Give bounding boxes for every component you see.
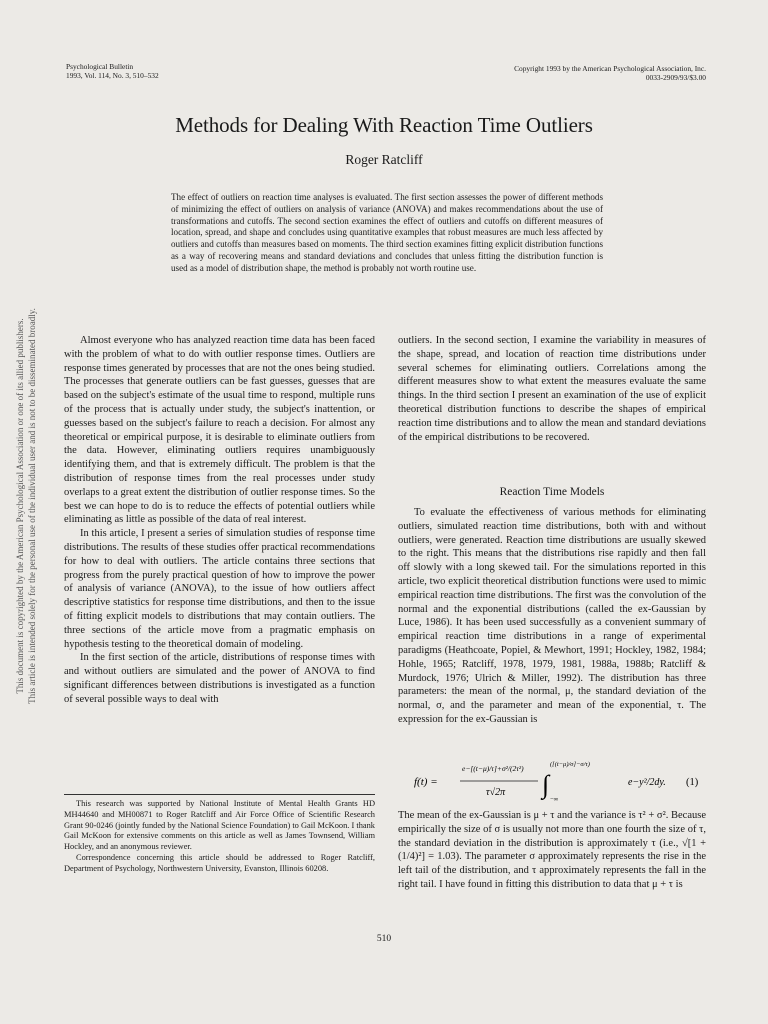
integrand: e−y²/2dy. xyxy=(628,777,666,788)
integral-lower-limit: −∞ xyxy=(550,796,559,803)
journal-name: Psychological Bulletin xyxy=(66,62,134,71)
journal-header xyxy=(66,63,159,80)
paragraph: In the first section of the article, distributions of response times with and without outliers are simulated and the power of ANOVA to find significant differences between distributions is investigated as a function of several possible ways to deal with xyxy=(64,652,375,705)
section-heading: Reaction Time Models xyxy=(499,486,605,498)
equation-number: (1) xyxy=(686,777,699,788)
equation-numerator: e−[(t−μ)/τ]+σ²/(2τ²) xyxy=(462,764,524,773)
paragraph: outliers. In the second section, I examine the variability in measures of the shape, spread, and location of reaction time distributions under several schemes for eliminating outliers. Correlations among the different measures show to what extent the measures evaluate the same things. In the third section I present an examination of the use of explicit theoretical distribution functions to describe the shapes of empirical reaction time distributions and to allow the mean and standard deviations of the empirical distributions to be recovered. xyxy=(398,335,706,443)
body-right-column-mid xyxy=(398,506,706,727)
integral-sign: ∫ xyxy=(542,770,550,799)
equation-denominator: τ√2π xyxy=(486,787,506,798)
body-left-column xyxy=(64,334,375,707)
equation-lhs: f(t) = xyxy=(414,776,438,788)
integral-upper-limit: ([(t−μ)/σ]−σ/τ) xyxy=(550,761,590,768)
equation-1 xyxy=(398,757,706,805)
abstract: The effect of outliers on reaction time analyses is evaluated. The first section assesses the power of different methods of minimizing the effect of outliers on analysis of variance (ANOVA) and makes recommendations about the use of transformations and cutoffs. The second section examines the effect of outliers and cutoffs on different measures of location, spread, and shape and concludes using quantitative examples that robust measures are much less affected by outliers and cutoffs than measures based on moments. The third section examines fitting explicit distribution functions as a way of recovering means and standard deviations and concludes that unless fitting the distribution function is used as a model of distribution shape, the method is probably not worth routine use. xyxy=(171,192,603,273)
volume-info: 1993, Vol. 114, No. 3, 510–532 xyxy=(66,70,159,80)
footnote: This research was supported by National Institute of Mental Health Grants HD MH44640 and MH00871 to Roger Ratcliff and Air Force Office of Scientific Research Grant 90-0246 (jointly funded by the National Science Foundation) to Gail McKoon. I thank Gail McKoon for extensive comments on this article as well as James Townsend, William Hockley, and an anonymous reviewer. xyxy=(64,799,375,852)
paragraph: In this article, I present a series of simulation studies of response time distributions. The results of these studies offer practical recommendations for how to deal with outliers. The article contains three sections that progress from the purely practical question of how to improve the power of analysis of variance (ANOVA), to the issue of how outliers affect descriptive statistics for response time distributions, and then to the issue of fitting explicit models to distributions that may contain outliers. The three sections of the article move from a pragmatic emphasis on hypothesis testing to the theoretical domain of modeling. xyxy=(64,528,375,650)
body-right-column-bottom xyxy=(398,809,706,892)
paragraph: Almost everyone who has analyzed reaction time data has been faced with the problem of what to do with outlier response times. Outliers are response times generated by processes that are not the ones being studied. The processes that generate outliers can be fast guesses, guesses that are based on the subject's estimate of the usual time to respond, multiple runs of the process that is actually under study, the subject's inattention, or guesses based on the subject's failure to reach a decision. For almost any theoretical or empirical purpose, it is desirable to eliminate outliers from the data. However, eliminating outliers requires unambiguously identifying them, and that is extremely difficult. The problem is that the distribution of response times from the real processes under study overlaps to a great extent the distribution of outlier response times. So the best we can hope to do is to reduce the effects of potential outliers while eliminating as little as possible of the data of real interest. xyxy=(64,335,375,526)
article-title: Methods for Dealing With Reaction Time Outliers xyxy=(175,113,593,137)
issn-code: 0033-2909/93/$3.00 xyxy=(645,72,706,82)
body-right-column-top xyxy=(398,334,706,444)
author-name: Roger Ratcliff xyxy=(345,152,423,167)
footnotes xyxy=(64,799,375,875)
footnote: Correspondence concerning this article should be addressed to Roger Ratcliff, Department of Psychology, Northwestern University, Evanston, Illinois 60208. xyxy=(64,852,375,873)
copyright-side-note xyxy=(14,156,38,856)
equation-graphic xyxy=(398,757,706,805)
side-note-line: This article is intended solely for the personal use of the individual user and is not to be disseminated broadly. xyxy=(27,308,37,704)
page-number: 510 xyxy=(376,934,392,944)
side-note-line: This document is copyrighted by the American Psychological Association or one of its allied publishers. xyxy=(15,318,25,694)
paragraph: To evaluate the effectiveness of various methods for eliminating outliers, simulated reaction time distributions, both with and without outliers, were generated. Reaction time distributions are usually skewed to the right. This means that the distributions rise rapidly and then fall off slowly with a long skewed tail. For the simulations reported in this article, two explicit theoretical distribution functions were used to mimic empirical reaction time distributions. The first was the convolution of the normal and the exponential distributions (called the ex-Gaussian by Luce, 1986). It has been used successfully as a convenient summary of empirical reaction time distributions in a range of experimental paradigms (Heathcoate, Popiel, & Mewhort, 1991; Hockley, 1982, 1984; Hohle, 1965; Ratcliff, 1978, 1979, 1981, 1988a, 1988b; Ratcliff & Murdock, 1976; Ulrich & Miller, 1992). The distribution has three parameters: the mean of the normal, μ, the standard deviation of the normal, σ, and the parameter and mean of the exponential, τ. The expression for the ex-Gaussian is xyxy=(398,507,706,725)
copyright-header xyxy=(514,65,706,82)
copyright-line: Copyright 1993 by the American Psychological Association, Inc. xyxy=(514,64,706,73)
paragraph: The mean of the ex-Gaussian is μ + τ and the variance is τ² + σ². Because empirically the size of σ is usually not more than one fourth the size of τ, the standard deviation in the distribution is approximately τ (i.e., √[1 + (1/4)²] = 1.03). The parameter σ approximately represents the rise in the left tail of the distribution, and τ approximately represents the fall in the right tail. I have found in fitting this distribution to data that μ + τ is xyxy=(398,810,706,890)
footnote-divider xyxy=(64,794,375,795)
